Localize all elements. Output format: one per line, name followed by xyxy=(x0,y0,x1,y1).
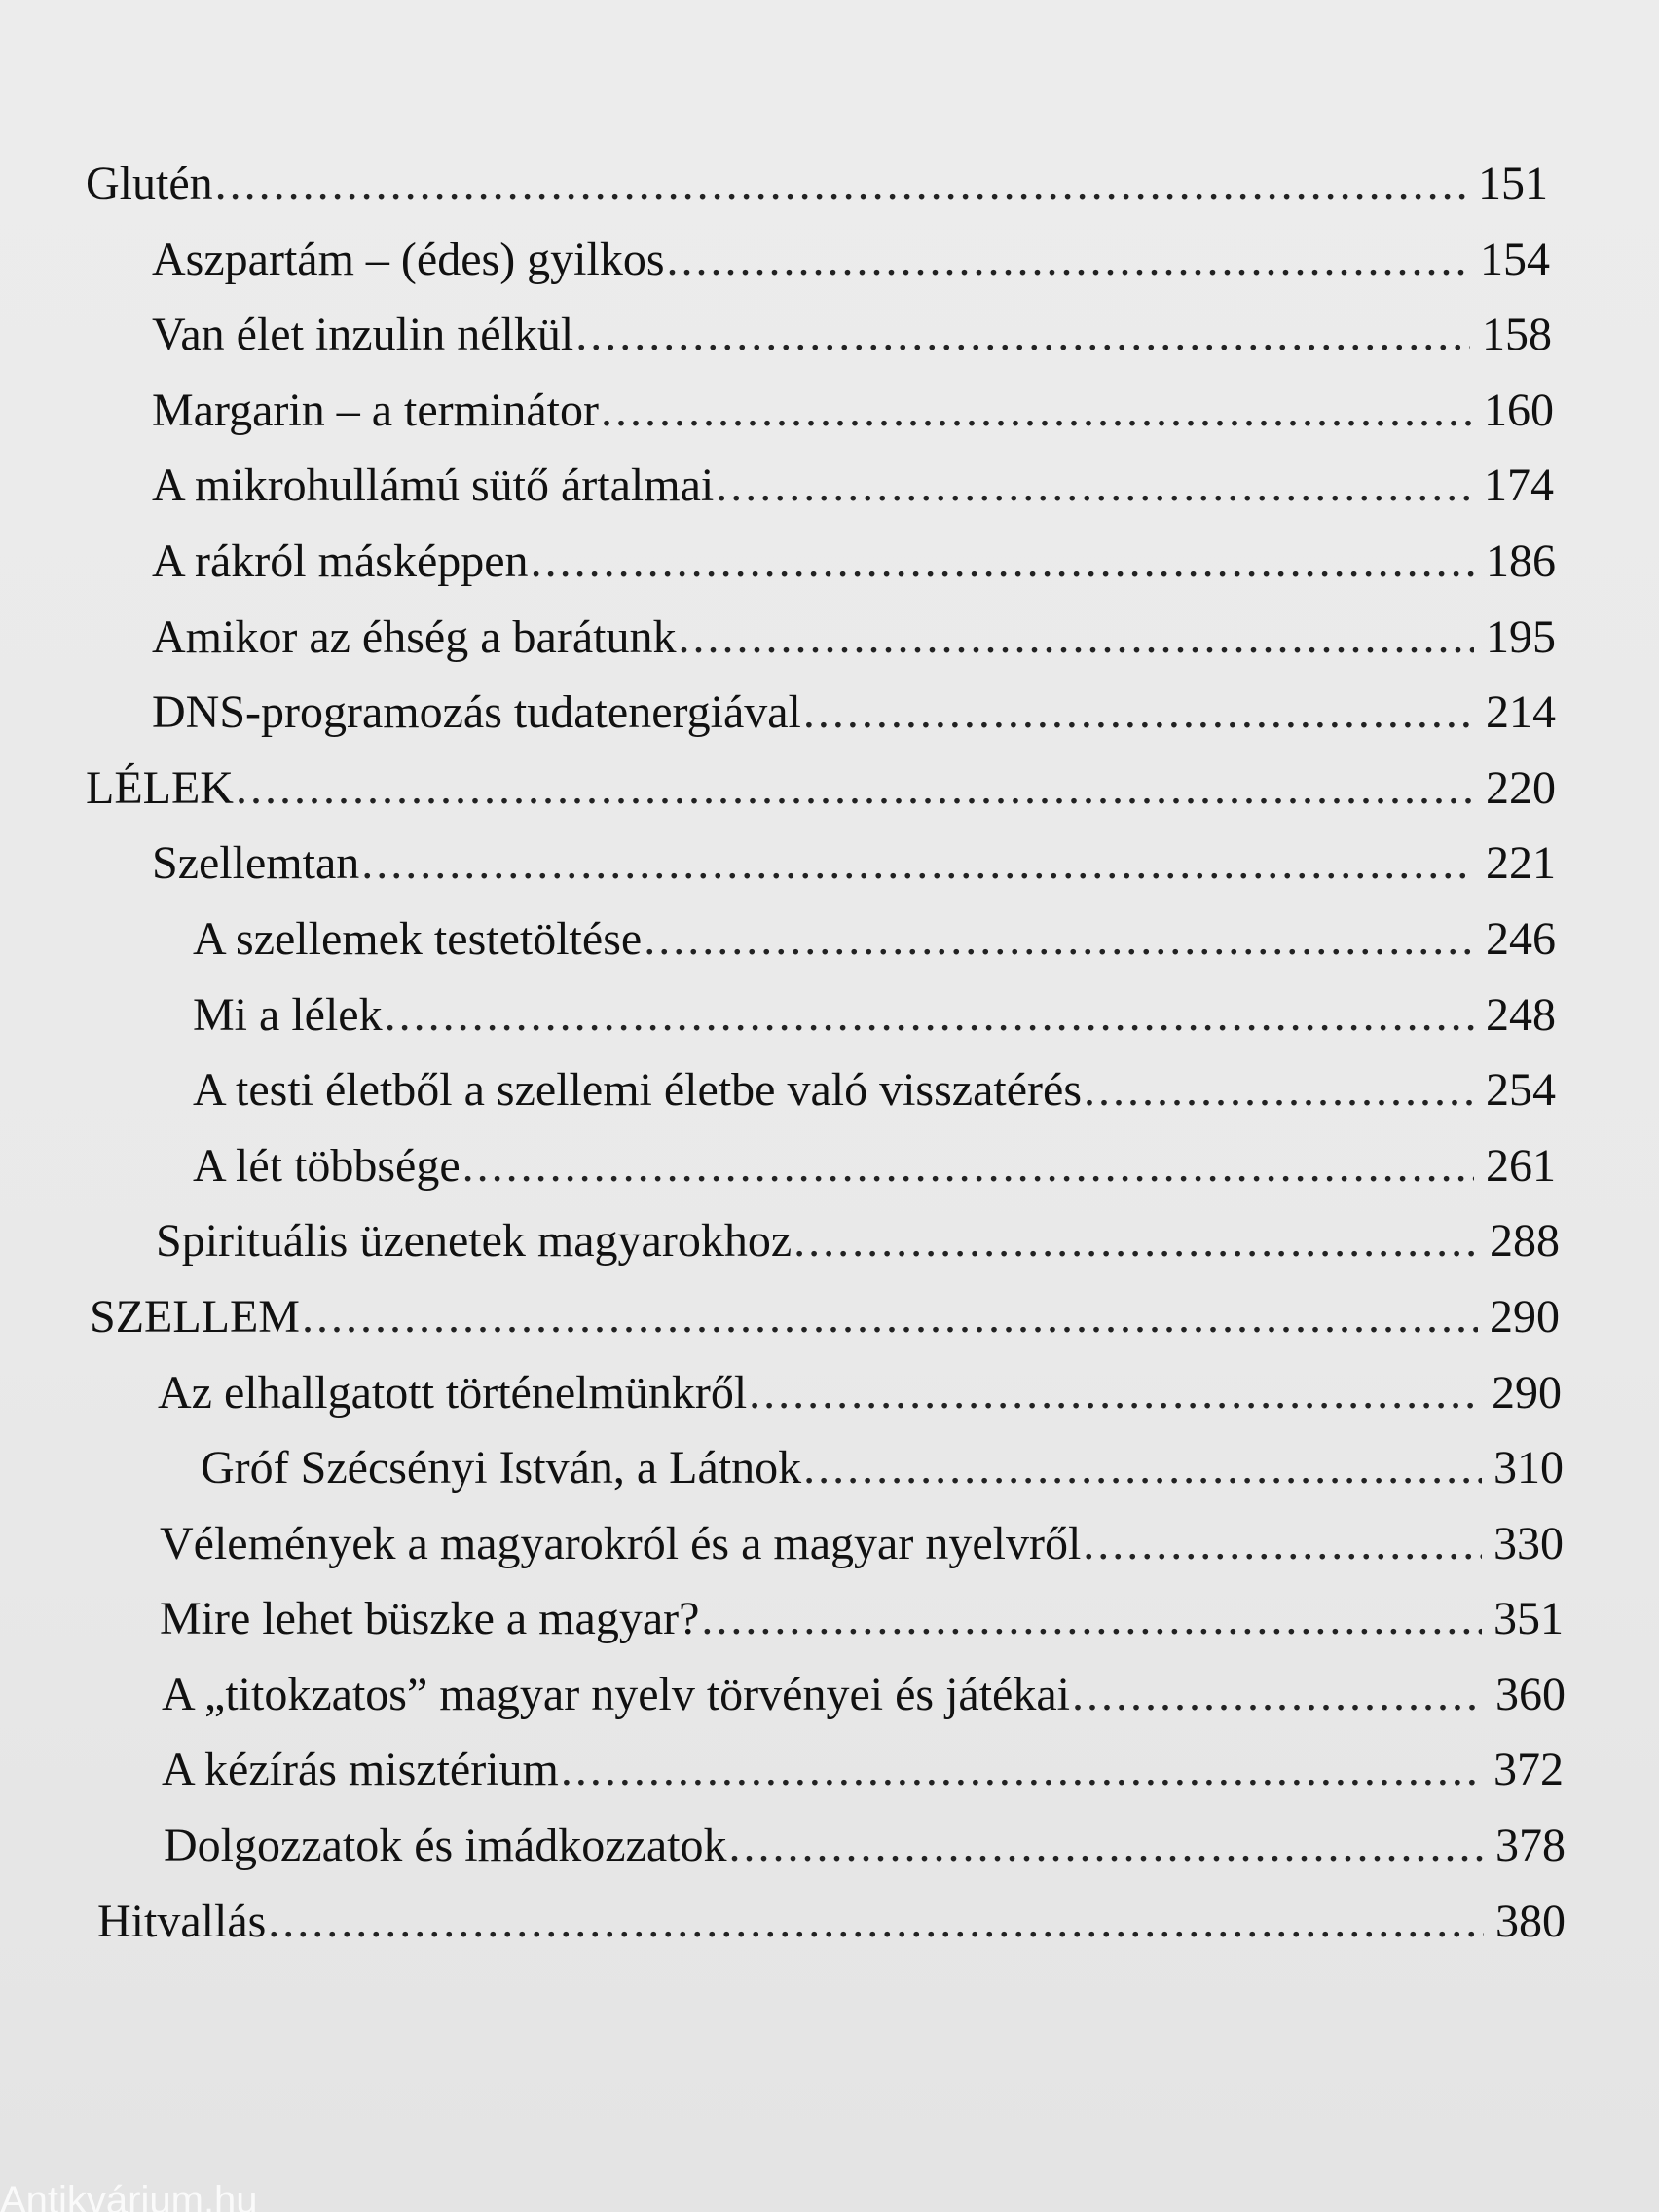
toc-leader-dots xyxy=(803,1430,1482,1506)
toc-entry-title: A testi életből a szellemi életbe való visszatérés xyxy=(193,1064,1083,1117)
toc-entry xyxy=(0,600,1556,676)
toc-leader-dots xyxy=(575,297,1470,373)
toc-entry-title: A „titokzatos” magyar nyelv törvényei és játékai xyxy=(162,1668,1070,1720)
toc-entry-page-number: 378 xyxy=(1495,1820,1566,1872)
toc-leader-dots xyxy=(701,1581,1482,1657)
toc-leader-dots xyxy=(644,902,1474,977)
toc-leader-dots xyxy=(793,1203,1478,1279)
toc-entry xyxy=(0,146,1548,222)
toc-leader-dots xyxy=(302,1279,1478,1355)
toc-entry-title: Hitvallás xyxy=(97,1895,267,1947)
toc-entry-page-number: 186 xyxy=(1486,535,1556,587)
toc-entry xyxy=(0,1128,1556,1204)
toc-entry xyxy=(12,1808,1566,1884)
toc-entry-page-number: 160 xyxy=(1484,384,1554,436)
toc-leader-dots xyxy=(215,146,1466,222)
toc-entry xyxy=(10,1657,1566,1733)
toc-entry-page-number: 154 xyxy=(1480,233,1550,285)
toc-entry-title: A kézírás misztérium xyxy=(162,1744,559,1796)
toc-entry-title: LÉLEK xyxy=(86,761,234,814)
toc-entry xyxy=(0,751,1556,827)
toc-leader-dots xyxy=(601,373,1472,449)
toc-entry xyxy=(4,1203,1560,1279)
toc-leader-dots xyxy=(1084,1052,1474,1128)
toc-entry xyxy=(0,297,1552,373)
toc-entry xyxy=(4,1279,1560,1355)
toc-entry xyxy=(0,977,1556,1053)
toc-leader-dots xyxy=(236,751,1474,827)
toc-leader-dots xyxy=(361,826,1474,902)
toc-entry-title: A lét többsége xyxy=(193,1139,461,1192)
toc-entry xyxy=(6,1355,1562,1431)
toc-leader-dots xyxy=(561,1732,1482,1808)
toc-entry-page-number: 288 xyxy=(1490,1215,1560,1268)
toc-entry-page-number: 214 xyxy=(1486,686,1556,739)
toc-entry-title: Mi a lélek xyxy=(193,988,383,1041)
toc-entry-title: Van élet inzulin nélkül xyxy=(152,309,574,361)
toc-entry-page-number: 151 xyxy=(1478,158,1548,209)
toc-entry xyxy=(0,448,1554,524)
toc-entry-title: Vélemények a magyarokról és a magyar nyelvről xyxy=(160,1517,1082,1569)
toc-entry xyxy=(0,373,1554,449)
toc-entry-title: DNS-programozás tudatenergiával xyxy=(152,686,801,739)
table-of-contents xyxy=(0,146,1659,1959)
toc-entry-title: Amikor az éhség a barátunk xyxy=(152,610,677,663)
toc-entry-title: Mire lehet büszke a magyar? xyxy=(160,1593,700,1645)
toc-entry-page-number: 158 xyxy=(1482,309,1552,361)
toc-entry-page-number: 246 xyxy=(1486,912,1556,965)
toc-leader-dots xyxy=(268,1884,1484,1960)
toc-entry xyxy=(8,1506,1564,1582)
toc-leader-dots xyxy=(716,448,1472,524)
toc-entry-page-number: 330 xyxy=(1493,1517,1564,1569)
toc-entry-page-number: 248 xyxy=(1486,988,1556,1041)
toc-leader-dots xyxy=(462,1128,1474,1204)
toc-entry-title: A mikrohullámú sütő ártalmai xyxy=(152,460,715,512)
toc-entry xyxy=(8,1430,1564,1506)
toc-entry xyxy=(10,1732,1564,1808)
toc-entry-page-number: 360 xyxy=(1495,1668,1566,1720)
toc-entry-page-number: 290 xyxy=(1492,1366,1562,1419)
toc-entry-page-number: 261 xyxy=(1486,1139,1556,1192)
toc-entry-title: Dolgozzatok és imádkozzatok xyxy=(164,1820,727,1872)
toc-leader-dots xyxy=(531,524,1474,600)
toc-entry-page-number: 380 xyxy=(1495,1895,1566,1947)
toc-entry-title: Szellemtan xyxy=(152,837,360,890)
toc-entry-page-number: 195 xyxy=(1486,610,1556,663)
toc-entry-title: Glutén xyxy=(86,158,213,209)
toc-entry-title: Spirituális üzenetek magyarokhoz xyxy=(156,1215,793,1268)
toc-leader-dots xyxy=(667,222,1468,298)
toc-entry xyxy=(0,675,1556,751)
toc-entry-page-number: 220 xyxy=(1486,761,1556,814)
toc-leader-dots xyxy=(1083,1506,1482,1582)
toc-entry xyxy=(8,1581,1564,1657)
toc-entry xyxy=(0,1052,1556,1128)
toc-entry-page-number: 372 xyxy=(1493,1744,1564,1796)
toc-entry-page-number: 290 xyxy=(1490,1290,1560,1343)
toc-entry-title: Gróf Szécsényi István, a Látnok xyxy=(201,1442,802,1494)
watermark: Antikvárium.hu xyxy=(0,2179,258,2212)
toc-entry-page-number: 174 xyxy=(1484,460,1554,512)
toc-leader-dots xyxy=(728,1808,1484,1884)
toc-entry-page-number: 351 xyxy=(1493,1593,1564,1645)
toc-leader-dots xyxy=(678,600,1474,676)
toc-entry-title: SZELLEM xyxy=(90,1290,300,1343)
toc-entry-title: Aszpartám – (édes) gyilkos xyxy=(152,233,665,285)
toc-entry-title: A szellemek testetöltése xyxy=(193,912,643,965)
toc-entry-title: Az elhallgatott történelmünkről xyxy=(158,1366,748,1419)
toc-entry xyxy=(0,902,1556,977)
toc-leader-dots xyxy=(385,977,1474,1053)
toc-entry-page-number: 254 xyxy=(1486,1064,1556,1117)
toc-entry-page-number: 310 xyxy=(1493,1442,1564,1494)
toc-entry-title: A rákról másképpen xyxy=(152,535,529,587)
toc-entry xyxy=(0,826,1556,902)
toc-entry-title: Margarin – a terminátor xyxy=(152,384,599,436)
toc-leader-dots xyxy=(1072,1657,1484,1733)
toc-entry xyxy=(12,1884,1566,1960)
toc-entry-page-number: 221 xyxy=(1486,837,1556,890)
toc-entry xyxy=(0,222,1550,298)
toc-entry xyxy=(0,524,1556,600)
toc-leader-dots xyxy=(803,675,1474,751)
toc-leader-dots xyxy=(749,1355,1480,1431)
